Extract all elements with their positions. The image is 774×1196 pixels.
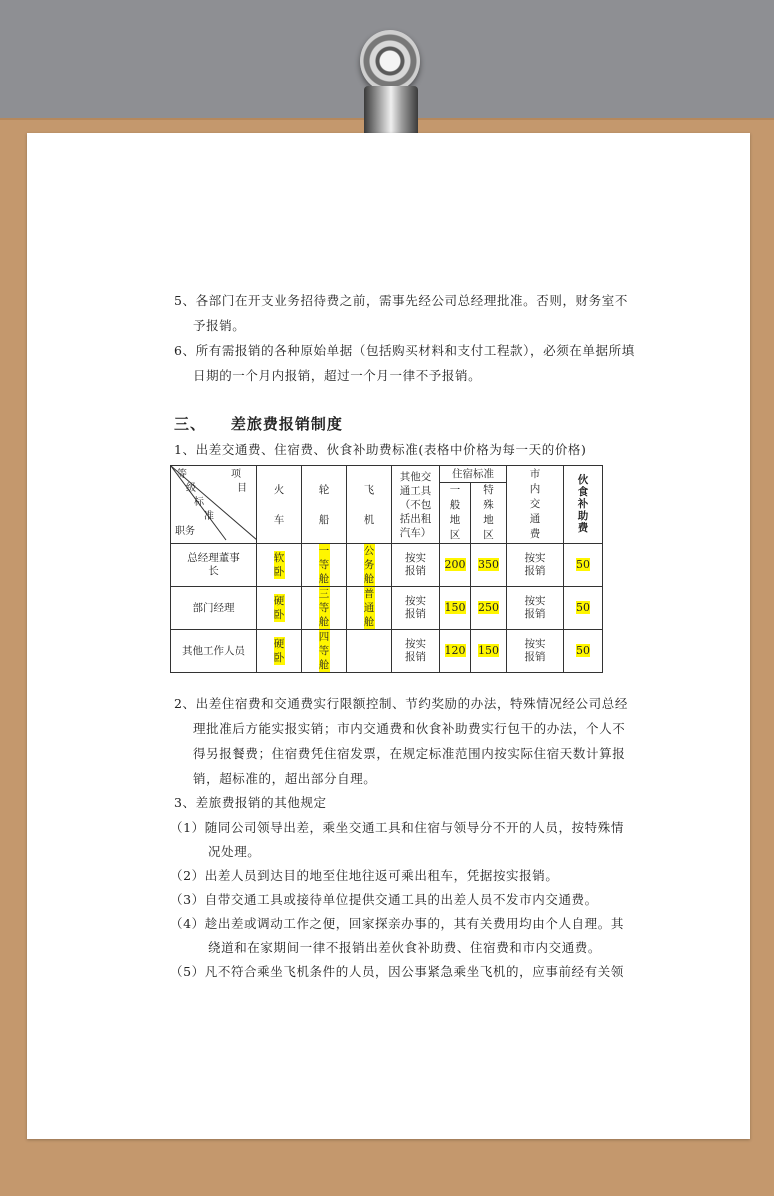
header-train: 火车 (257, 466, 302, 544)
sub-item-2: （2）出差人员到达目的地至住地往返可乘出租车，凭据按实报销。 (170, 868, 559, 883)
item-3: 3、差旅费报销的其他规定 (174, 795, 327, 810)
table-corner-cell (171, 466, 257, 544)
row-1-ship: 一等舱 (302, 544, 347, 587)
row-3-train: 硬卧 (257, 630, 302, 673)
row-2-general: 150 (440, 587, 471, 630)
corner-standard-1: 标 (194, 497, 204, 508)
item-6-line-2: 日期的一个月内报销，超过一个月一律不予报销。 (193, 368, 482, 383)
row-3-plane (347, 630, 392, 673)
corner-item: 项 (231, 469, 241, 480)
sub-item-1-line-1: （1）随同公司领导出差，乘坐交通工具和住宿与领导分不开的人员，按特殊情 (170, 820, 624, 835)
row-2-position: 部门经理 (171, 587, 257, 630)
header-special-area: 特殊地区 (471, 483, 507, 544)
row-3-special: 150 (471, 630, 507, 673)
row-1-city: 按实报销 (507, 544, 564, 587)
table-caption: 1、出差交通费、住宿费、伙食补助费标准(表格中价格为每一天的价格) (174, 442, 587, 457)
row-2-other: 按实报销 (392, 587, 440, 630)
item-5-line-2: 予报销。 (193, 318, 246, 333)
header-meal: 伙食补助费 (564, 466, 603, 544)
row-1-special: 350 (471, 544, 507, 587)
item-5-line-1: 5、各部门在开支业务招待费之前，需事先经公司总经理批准。否则，财务室不 (174, 293, 628, 308)
row-1-meal: 50 (564, 544, 603, 587)
travel-standard-table (170, 465, 603, 673)
sub-item-5-line-1: （5）凡不符合乘坐飞机条件的人员，因公事紧急乘坐飞机的，应事前经有关领 (170, 964, 624, 979)
row-2-special: 250 (471, 587, 507, 630)
header-lodging: 住宿标准 (440, 466, 507, 483)
row-1-train: 软卧 (257, 544, 302, 587)
table-row (171, 587, 603, 630)
header-city-transport: 市内交通费 (507, 466, 564, 544)
section-title: 三、 差旅费报销制度 (174, 415, 343, 433)
table-row (171, 544, 603, 587)
row-2-ship: 三等舱 (302, 587, 347, 630)
item-6-line-1: 6、所有需报销的各种原始单据（包括购买材料和支付工程款），必须在单据所填 (174, 343, 635, 358)
corner-level: 等 (177, 469, 187, 480)
clip-ring-icon (360, 30, 420, 92)
sub-item-3: （3）自带交通工具或接待单位提供交通工具的出差人员不发市内交通费。 (170, 892, 598, 907)
sub-item-1-line-2: 况处理。 (208, 844, 261, 859)
row-3-city: 按实报销 (507, 630, 564, 673)
corner-grade: 级 (186, 483, 196, 494)
corner-standard-2: 准 (204, 511, 214, 522)
row-3-position: 其他工作人员 (171, 630, 257, 673)
row-2-meal: 50 (564, 587, 603, 630)
row-1-general: 200 (440, 544, 471, 587)
header-general-area: 一般地区 (440, 483, 471, 544)
item-2-line-1: 2、出差住宿费和交通费实行限额控制、节约奖励的办法，特殊情况经公司总经 (174, 696, 628, 711)
corner-position: 职务 (175, 526, 195, 537)
row-3-general: 120 (440, 630, 471, 673)
row-3-ship: 四等舱 (302, 630, 347, 673)
sub-item-4-line-1: （4）趁出差或调动工作之便，回家探亲办事的，其有关费用均由个人自理。其 (170, 916, 624, 931)
table-row (171, 630, 603, 673)
corner-item-2: 目 (237, 483, 247, 494)
row-3-other: 按实报销 (392, 630, 440, 673)
item-2-line-3: 得另报餐费；住宿费凭住宿发票，在规定标准范围内按实际住宿天数计算报 (193, 746, 626, 761)
row-2-city: 按实报销 (507, 587, 564, 630)
row-1-position: 总经理董事长 (171, 544, 257, 587)
item-2-line-4: 销，超标准的，超出部分自理。 (193, 771, 377, 786)
header-plane: 飞机 (347, 466, 392, 544)
row-1-plane: 公务舱 (347, 544, 392, 587)
row-2-plane: 普通舱 (347, 587, 392, 630)
item-2-line-2: 理批准后方能实报实销；市内交通费和伙食补助费实行包干的办法，个人不 (193, 721, 626, 736)
sub-item-4-line-2: 绕道和在家期间一律不报销出差伙食补助费、住宿费和市内交通费。 (208, 940, 602, 955)
header-ship: 轮船 (302, 466, 347, 544)
row-1-other: 按实报销 (392, 544, 440, 587)
header-other-transport: 其他交通工具（不包括出租汽车） (392, 466, 440, 544)
row-2-train: 硬卧 (257, 587, 302, 630)
row-3-meal: 50 (564, 630, 603, 673)
